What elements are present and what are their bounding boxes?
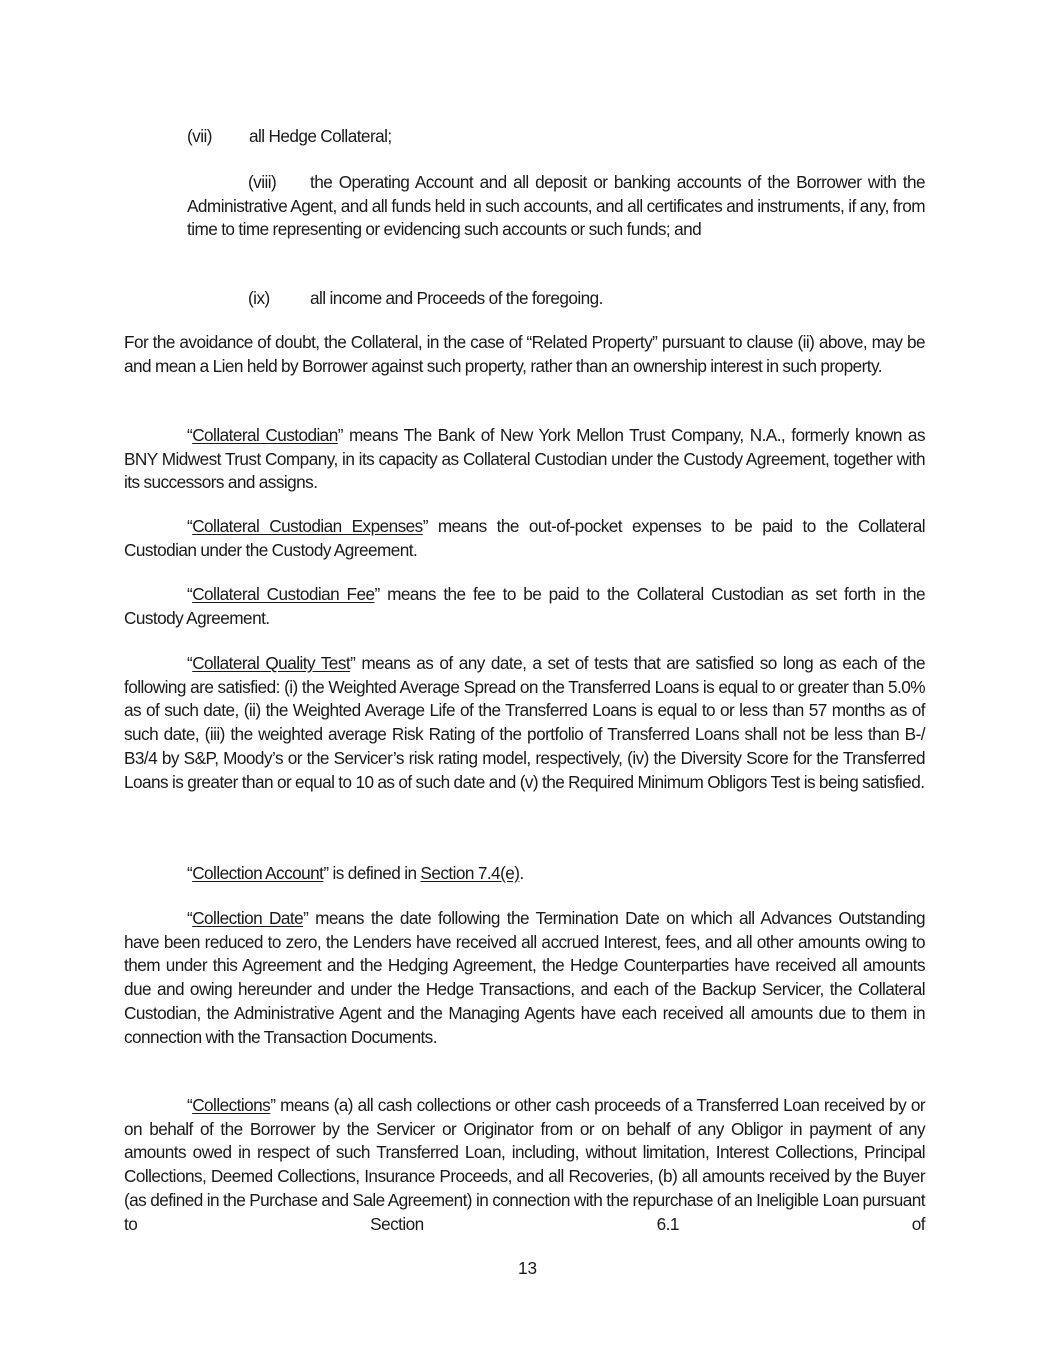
- definition-collections: “Collections” means (a) all cash collections or other cash proceeds of a Transferred Loan received by or on behalf of the Borrower by the Servicer or Originator from or on behalf of any Obligor in payment of any amounts owed in respect of such Transferred Loan, including, without limitation, Interest Collections, Principal Collections, Deemed Collections, Insurance Proceeds, and all Recoveries, (b) all amounts received by the Buyer (as defined in the Purchase and Sale Agreement) in connection with the repurchase of an Ineligible Loan pursuant to Section 6.1 of: [124, 1095, 925, 1234]
- clause-ix: [124, 287, 925, 311]
- definition-body: means (a) all cash collections or other cash proceeds of a Transferred Loan received by or on behalf of the Borrower by the Servicer or Originator from or on behalf of any Obligor in payment of any amounts owed in respect of such Transferred Loan, including, without limitation, Interest Collections, Principal Collections, Deemed Collections, Insurance Proceeds, and all Recoveries, (b) all amounts received by the Buyer (as defined in the Purchase and Sale Agreement) in connection with the repurchase of an Ineligible Loan pursuant to Section 6.1 of: [124, 1095, 925, 1234]
- clause-text: all Hedge Collateral;: [249, 126, 392, 146]
- definition-body: means as of any date, a set of tests that are satisfied so long as each of the following are satisfied: (i) the Weighted Average Spread on the Transferred Loans is equal to or greater than 5.0% as of such date, (ii) the Weighted Average Life of the Transferred Loans is equal to or less than 57 months as of such date, (iii) the weighted average Risk Rating of the portfolio of Transferred Loans shall not be less than B-/ B3/4 by S&P, Moody’s or the Servicer’s risk rating model, respectively, (iv) the Diversity Score for the Transferred Loans is greater than or equal to 10 as of such date and (v) the Required Minimum Obligors Test is being satisfied.: [124, 653, 925, 792]
- definition-body: means the fee to be paid to the Collateral Custodian as set forth in the Custody Agreement.: [124, 584, 925, 628]
- clause-text: the Operating Account and all deposit or banking accounts of the Borrower with the Administrative Agent, and all funds held in such accounts, and all certificates and instruments, if any, from time to time representing or evidencing such accounts or such funds; and: [187, 172, 925, 240]
- definition-collateral-custodian-expenses: “Collateral Custodian Expenses” means the out-of-pocket expenses to be paid to the Collateral Custodian under the Custody Agreement.: [124, 516, 925, 560]
- clause-viii: [124, 171, 925, 242]
- defined-term: Collection Account: [192, 863, 324, 883]
- section-reference-link[interactable]: Section 7.4(e): [420, 863, 520, 883]
- definition-body: is defined in: [328, 863, 421, 883]
- clause-number: (vii): [187, 126, 212, 146]
- defined-term: Collateral Custodian: [192, 425, 338, 445]
- definition-collateral-custodian: “Collateral Custodian” means The Bank of New York Mellon Trust Company, N.A., formerly known as BNY Midwest Trust Company, in its capacity as Collateral Custodian under the Custody Agreement, together with its successors and assigns.: [124, 425, 925, 493]
- defined-term: Collateral Quality Test: [192, 653, 351, 673]
- clause-number: (viii): [248, 172, 277, 192]
- clause-text: all income and Proceeds of the foregoing.: [310, 288, 603, 308]
- defined-term: Collections: [192, 1095, 271, 1115]
- clause-vii: [124, 125, 925, 149]
- definition-collection-date: “Collection Date” means the date following the Termination Date on which all Advances Outstanding have been reduced to zero, the Lenders have received all accrued Interest, fees, and all other amounts owing to them under this Agreement and the Hedging Agreement, the Hedge Counterparties have received all amounts due and owing hereunder and under the Hedge Transactions, and each of the Backup Servicer, the Collateral Custodian, the Administrative Agent and the Managing Agents have each received all amounts due to them in connection with the Transaction Documents.: [124, 908, 925, 1047]
- definition-collateral-quality-test: “Collateral Quality Test” means as of any date, a set of tests that are satisfied so long as each of the following are satisfied: (i) the Weighted Average Spread on the Transferred Loans is equal to or greater than 5.0% as of such date, (ii) the Weighted Average Life of the Transferred Loans is equal to or less than 57 months as of such date, (iii) the weighted average Risk Rating of the portfolio of Transferred Loans shall not be less than B-/ B3/4 by S&P, Moody’s or the Servicer’s risk rating model, respectively, (iv) the Diversity Score for the Transferred Loans is greater than or equal to 10 as of such date and (v) the Required Minimum Obligors Test is being satisfied.: [124, 653, 925, 792]
- definition-collateral-custodian-fee: “Collateral Custodian Fee” means the fee to be paid to the Collateral Custodian as set forth in the Custody Agreement.: [124, 584, 925, 628]
- avoidance-paragraph: For the avoidance of doubt, the Collateral, in the case of “Related Property” pursuant to clause (ii) above, may be and mean a Lien held by Borrower against such property, rather than an ownership interest in such property.: [124, 332, 925, 376]
- definition-body: means the date following the Termination Date on which all Advances Outstanding have been reduced to zero, the Lenders have received all accrued Interest, fees, and all other amounts owing to them under this Agreement and the Hedging Agreement, the Hedge Counterparties have received all amounts due and owing hereunder and under the Hedge Transactions, and each of the Backup Servicer, the Collateral Custodian, the Administrative Agent and the Managing Agents have each received all amounts due to them in connection with the Transaction Documents.: [124, 908, 925, 1047]
- page-number: 13: [517, 1258, 538, 1278]
- defined-term: Collateral Custodian Fee: [192, 584, 375, 604]
- definition-body: means The Bank of New York Mellon Trust Company, N.A., formerly known as BNY Midwest Trust Company, in its capacity as Collateral Custodian under the Custody Agreement, together with its successors and assigns.: [124, 425, 925, 493]
- defined-term: Collection Date: [192, 908, 304, 928]
- clause-number: (ix): [248, 288, 270, 308]
- defined-term: Collateral Custodian Expenses: [192, 516, 423, 536]
- definition-body: means the out-of-pocket expenses to be paid to the Collateral Custodian under the Custody Agreement.: [124, 516, 925, 560]
- definition-collection-account: “Collection Account” is defined in Section 7.4(e).: [187, 863, 524, 883]
